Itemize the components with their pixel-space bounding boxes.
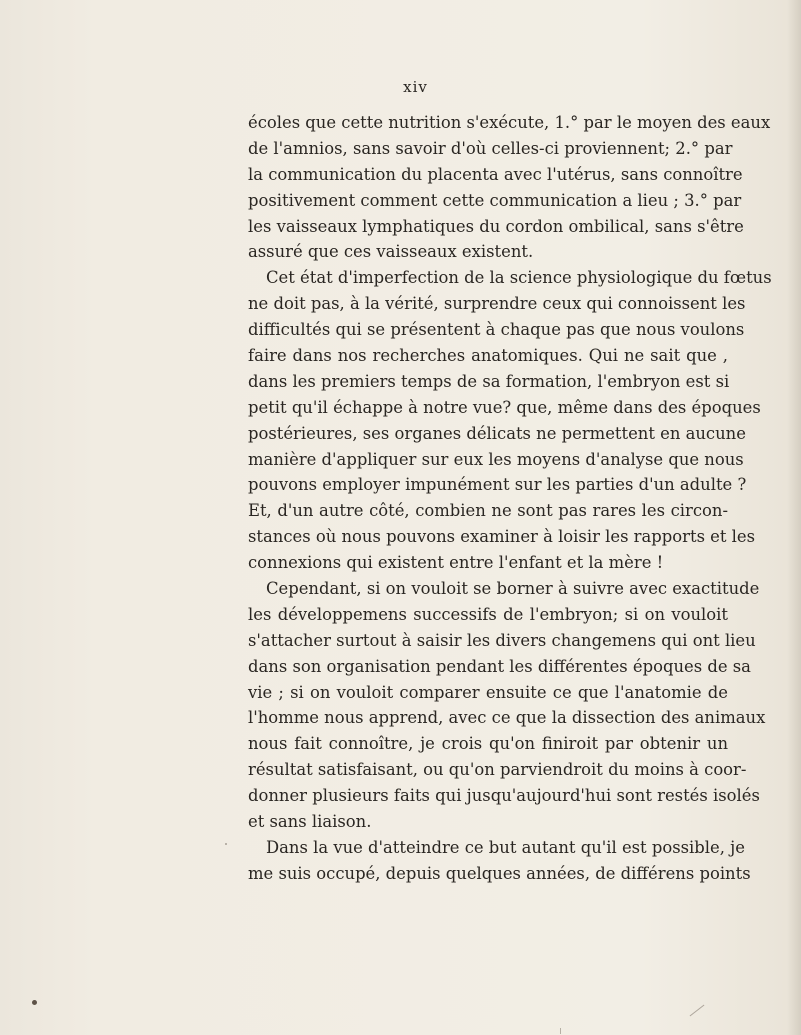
text-line: s'attacher surtout à saisir les divers changemens qui ont lieu [248,630,756,650]
text-line: manière d'appliquer sur eux les moyens d'analyse que nous [248,449,744,469]
text-line: faire dans nos recherches anatomiques. Qui ne sait que , [248,346,728,366]
text-line: vie ; si on vouloit comparer ensuite ce que l'anatomie de [248,682,728,702]
text-line: stances où nous pouvons examiner à loisir les rapports et les [248,527,756,547]
text-line: difficultés qui se présentent à chaque pas que nous voulons [248,320,745,340]
text-line: assuré que ces vaisseaux existent. [248,242,534,262]
text-line: de l'amnios, sans savoir d'où celles-ci proviennent; 2.° par [248,138,733,158]
text-line: nous fait connoître, je crois qu'on finiroit par obtenir un [248,734,728,754]
page-edge-shadow [787,0,801,1035]
text-line: et sans liaison. [248,812,372,832]
text-line: connexions qui existent entre l'enfant et la mère ! [248,553,664,573]
text-line: ne doit pas, à la vérité, surprendre ceux qui connoissent les [248,294,746,314]
scan-speck [225,843,227,845]
scan-speck [560,1028,561,1034]
text-line: petit qu'il échappe à notre vue? que, même dans des époques [248,397,761,417]
text-line: postérieures, ses organes délicats ne permettent en aucune [248,423,746,443]
text-line: les développemens successifs de l'embryon; si on vouloit [248,604,728,624]
text-line: Cependant, si on vouloit se borner à suivre avec exactitude [266,579,760,599]
text-line: me suis occupé, depuis quelques années, de différens points [248,863,751,883]
text-line: pouvons employer impunément sur les parties d'un adulte ? [248,475,747,495]
text-line: écoles que cette nutrition s'exécute, 1.° par le moyen des eaux [248,113,771,132]
text-line: Dans la vue d'atteindre ce but autant qu'il est possible, je [266,837,745,857]
text-line: dans les premiers temps de sa formation, l'embryon est si [248,371,730,391]
page-number: xiv [403,78,428,96]
text-line: Cet état d'imperfection de la science physiologique du fœtus [266,268,772,288]
text-line: dans son organisation pendant les différentes époques de sa [248,656,751,676]
text-line: l'homme nous apprend, avec ce que la dissection des animaux [248,708,766,728]
text-line: Et, d'un autre côté, combien ne sont pas rares les circon- [248,501,728,521]
text-line: donner plusieurs faits qui jusqu'aujourd'hui sont restés isolés [248,786,760,806]
text-line: les vaisseaux lymphatiques du cordon ombilical, sans s'être [248,216,744,236]
body-text [248,110,772,887]
text-line: positivement comment cette communication a lieu ; 3.° par [248,190,742,210]
text-line: résultat satisfaisant, ou qu'on parviendroit du moins à coor- [248,760,747,780]
scan-speck [32,1000,37,1005]
text-line: la communication du placenta avec l'utérus, sans connoître [248,164,743,184]
